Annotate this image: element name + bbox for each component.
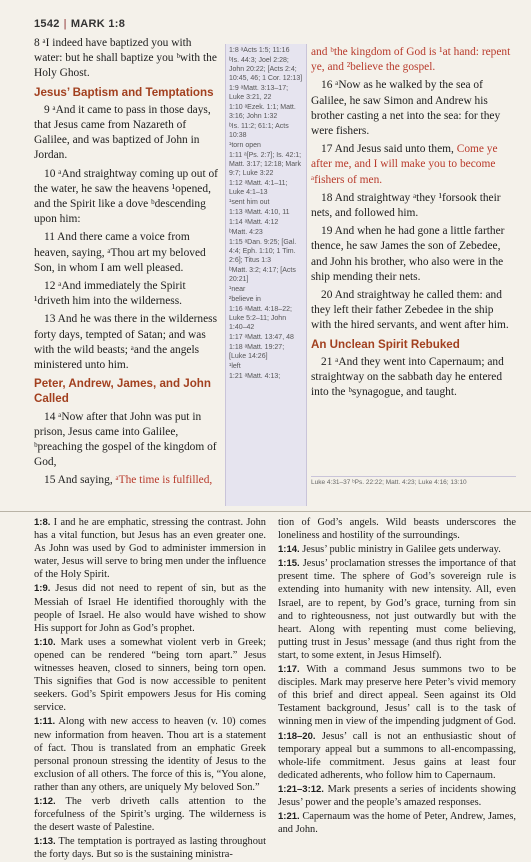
note-text: Jesus’ public ministry in Galilee gets underway. — [299, 544, 501, 556]
verse-12: 12 ᵃAnd immediately the Spirit ¹driveth him into the wilderness. — [34, 280, 186, 308]
cross-ref-entry: 1:16 ᵃMatt. 4:18–22; Luke 5:2–11; John 1:40–42 — [229, 306, 292, 331]
cross-ref-entry: 1:15 ᵃDan. 9:25; [Gal. 4:4; Eph. 1:10; 1 Tim. 2:6]; Titus 1:3 — [229, 239, 297, 264]
study-note — [278, 543, 516, 556]
cross-ref-entry: ¹torn open — [229, 142, 261, 149]
note-text: Jesus’ proclamation stresses the importance of that present time. The sphere of God’s sovereign rule is extending into humanity with new intensity. All, even Israel, are to repent, by God’s grace, turning from sin and to righteousness, not just outwardly but with the heart. Along with repenting must come believing, putting trust in Jesus’ message (and thus right from the start, to some extent, in Jesus Himself). — [278, 558, 516, 661]
study-note — [278, 557, 516, 662]
note-reference: 1:8. — [34, 517, 51, 528]
cross-ref-entry: 1:14 ᵃMatt. 4:12 — [229, 219, 279, 226]
cross-ref-entry: ᵇMatt. 4:23 — [229, 229, 263, 236]
cross-ref-entry: 1:18 ᵃMatt. 19:27; [Luke 14:26] — [229, 344, 285, 360]
cross-ref-entry: ᵇMatt. 3:2; 4:17; [Acts 20:21] — [229, 267, 296, 283]
scripture-left-column — [34, 36, 222, 492]
study-note — [34, 636, 266, 715]
note-reference: 1:11. — [34, 716, 56, 728]
verse-10: 10 ᵃAnd straightway coming up out of the water, he saw the heavens ¹opened, and the Spirit like a dove ᵇdescending upon him: — [34, 167, 218, 226]
notes-divider — [0, 511, 531, 512]
verse-15 — [34, 473, 222, 488]
note-reference: 1:21–3:12. — [278, 783, 324, 795]
cross-ref-entry: 1:12 ᵃMatt. 4:1–11; Luke 4:1–13 — [229, 180, 288, 196]
verse-20: 20 And straightway he called them: and they left their father Zebedee in the ship with the hired servants, and went after him. — [311, 289, 509, 332]
cross-reference-column — [225, 44, 307, 506]
note-text: tion of God’s angels. Wild beasts underscores the loneliness and hostility of the surroundings. — [278, 517, 516, 542]
cross-ref-entry: 1:10 ᵃEzek. 1:1; Matt. 3:16; John 1:32 — [229, 104, 296, 120]
cross-ref-entry: ᵇIs. 11:2; 61:1; Acts 10:38 — [229, 123, 289, 139]
verse-11: 11 And there came a voice from heaven, saying, ᵃThou art my beloved Son, in whom I am well pleased. — [34, 231, 206, 274]
note-text: Mark uses a somewhat violent verb in Greek; opened can be rendered “being torn apart.” Jesus witnesses heaven, closed to sinners, being torn open. This signifies that God is now accessible to penitent seekers. God’s Spirit empowers Jesus for His coming service. — [34, 636, 266, 714]
cross-ref-entry: ¹sent him out — [229, 199, 270, 206]
verse-9: 9 ᵃAnd it came to pass in those days, that Jesus came from Nazareth of Galilee, and was baptized of John in Jordan. — [34, 103, 211, 162]
study-notes-left — [34, 516, 266, 862]
cross-ref-entry: 1:21 ᵃMatt. 4:13; — [229, 373, 281, 380]
cross-ref-entry: ᵇIs. 44:3; Joel 2:28; John 20:22; [Acts 2:4; 10:45, 46; 1 Cor. 12:13] — [229, 57, 303, 82]
verse-17-words-of-christ: Come ye after me, and I will make you to become ᵃfishers of men. — [311, 143, 498, 186]
verse-19: 19 And when he had gone a little farther thence, he saw James the son of Zebedee, and John his brother, who also were in the ship mending their nets. — [311, 225, 505, 283]
cross-ref-entry: 1:17 ᵃMatt. 13:47, 48 — [229, 334, 294, 341]
note-text: With a command Jesus summons two to be disciples. Mark may preserve here Peter’s vivid memory of this brief and direct appeal. Seen against its Old Testament background, Jesus’ call is to the task of winning men in view of the impending judgment of God. — [278, 664, 516, 728]
scripture-right-column — [311, 45, 516, 403]
note-text: The temptation is portrayed as lasting throughout the forty days. But so is the sustaining ministra- — [34, 836, 266, 861]
study-note — [34, 582, 266, 634]
note-reference: 1:15. — [278, 558, 300, 570]
verse-15-words-of-christ: ᵃThe time is fulfilled, — [115, 474, 213, 487]
study-note — [278, 730, 516, 782]
cross-ref-entry: ¹near — [229, 286, 246, 293]
note-text: Mark presents a series of incidents showing Jesus’ power and the people’s amazed responses. — [278, 783, 516, 808]
verse-13: 13 And he was there in the wilderness forty days, tempted of Satan; and was with the wild beasts; ᵃand the angels ministered unto him. — [34, 313, 218, 372]
note-text: Capernaum was the home of Peter, Andrew, James, and John. — [278, 811, 516, 836]
study-note — [34, 795, 266, 834]
page-number: 1542 — [34, 18, 60, 30]
note-text: The verb driveth calls attention to the forcefulness of the Spirit’s urging. The wilderness is the desert waste of Palestine. — [34, 795, 266, 834]
section-heading-unclean-spirit: An Unclean Spirit Rebuked — [311, 337, 460, 351]
cross-reference-footline: Luke 4:31–37 ᵇPs. 22:22; Matt. 4:23; Luke 4:16; 13:10 — [311, 476, 516, 486]
note-reference: 1:17. — [278, 664, 300, 676]
study-note — [34, 835, 266, 861]
section-heading-baptism: Jesus’ Baptism and Temptations — [34, 85, 214, 99]
study-note — [278, 516, 516, 542]
verse-14: 14 ᵃNow after that John was put in prison, Jesus came into Galilee, ᵇpreaching the gospel of the kingdom of God, — [34, 410, 217, 469]
verse-16: 16 ᵃNow as he walked by the sea of Galilee, he saw Simon and Andrew his brother casting a net into the sea: for they were fishers. — [311, 79, 501, 138]
note-text: I and he are emphatic, stressing the contrast. John has a vital function, but Jesus has an even greater one. As John was used by God to administer immersion in water, Jesus will serve to bring men under the influence of the Holy Spirit. — [34, 517, 266, 581]
cross-ref-entry: ¹left — [229, 363, 241, 370]
verse-17-text: 17 And Jesus said unto them, — [321, 143, 457, 156]
header-separator: | — [63, 18, 67, 30]
note-reference: 1:21. — [278, 811, 300, 823]
note-reference: 1:18–20. — [278, 730, 316, 742]
verse-21: 21 ᵃAnd they went into Capernaum; and straightway on the sabbath day he entered into the ᵇsynagogue, and taught. — [311, 355, 504, 399]
study-note — [34, 516, 266, 581]
note-reference: 1:10. — [34, 636, 56, 648]
note-reference: 1:14. — [278, 544, 300, 556]
verse-8: 8 ᵃI indeed have baptized you with water: but he shall baptize you ᵇwith the Holy Ghost. — [34, 37, 217, 80]
note-reference: 1:13. — [34, 836, 56, 848]
verse-17 — [311, 142, 516, 188]
book-reference: MARK 1:8 — [70, 18, 126, 30]
study-note — [278, 783, 516, 809]
cross-ref-entry: 1:9 ᵃMatt. 3:13–17; Luke 3:21, 22 — [229, 85, 289, 101]
note-text: Jesus’ call is not an enthusiastic shout of temporary appeal but a summons to all-encompassing, whole-life commitment. Jesus gains at least four dedicated adherents, who follow him to Capernaum. — [278, 730, 516, 781]
cross-ref-entry: 1:13 ᵃMatt. 4:10, 11 — [229, 209, 290, 216]
page-header — [34, 18, 125, 30]
note-text: Along with new access to heaven (v. 10) comes new information from heaven. Thou art is a statement of fact. Thou is translated from an emphatic Greek personal pronoun stressing the identity of Jesus to the exclusion of all others. The force of this is, “You alone, rather than any others, are uniquely My beloved Son.” — [34, 716, 266, 793]
section-heading-disciples: Peter, Andrew, James, and John Called — [34, 377, 211, 406]
study-note — [278, 663, 516, 728]
verse-15-continued: and ᵇthe kingdom of God is ¹at hand: repent ye, and ²believe the gospel. — [311, 46, 511, 74]
note-reference: 1:9. — [34, 583, 51, 595]
verse-18: 18 And straightway ᵃthey ¹forsook their nets, and followed him. — [311, 191, 501, 220]
study-note — [34, 715, 266, 794]
cross-ref-entry: 1:8 ᵃActs 1:5; 11:16 — [229, 47, 290, 54]
note-reference: 1:12. — [34, 795, 56, 807]
study-notes-right — [278, 516, 516, 837]
verse-15-text: 15 And saying, — [44, 474, 116, 487]
study-note — [278, 810, 516, 836]
cross-ref-entry: 1:11 ᵃ[Ps. 2:7]; Is. 42:1; Matt. 3:17; 12:18; Mark 9:7; Luke 3:22 — [229, 152, 302, 177]
note-text: Jesus did not need to repent of sin, but as the Messiah of Israel He identified thoroughly with the people of Israel. He also would have wished to show His support for John as God’s prophet. — [34, 583, 266, 634]
cross-ref-entry: ²believe in — [229, 296, 261, 303]
